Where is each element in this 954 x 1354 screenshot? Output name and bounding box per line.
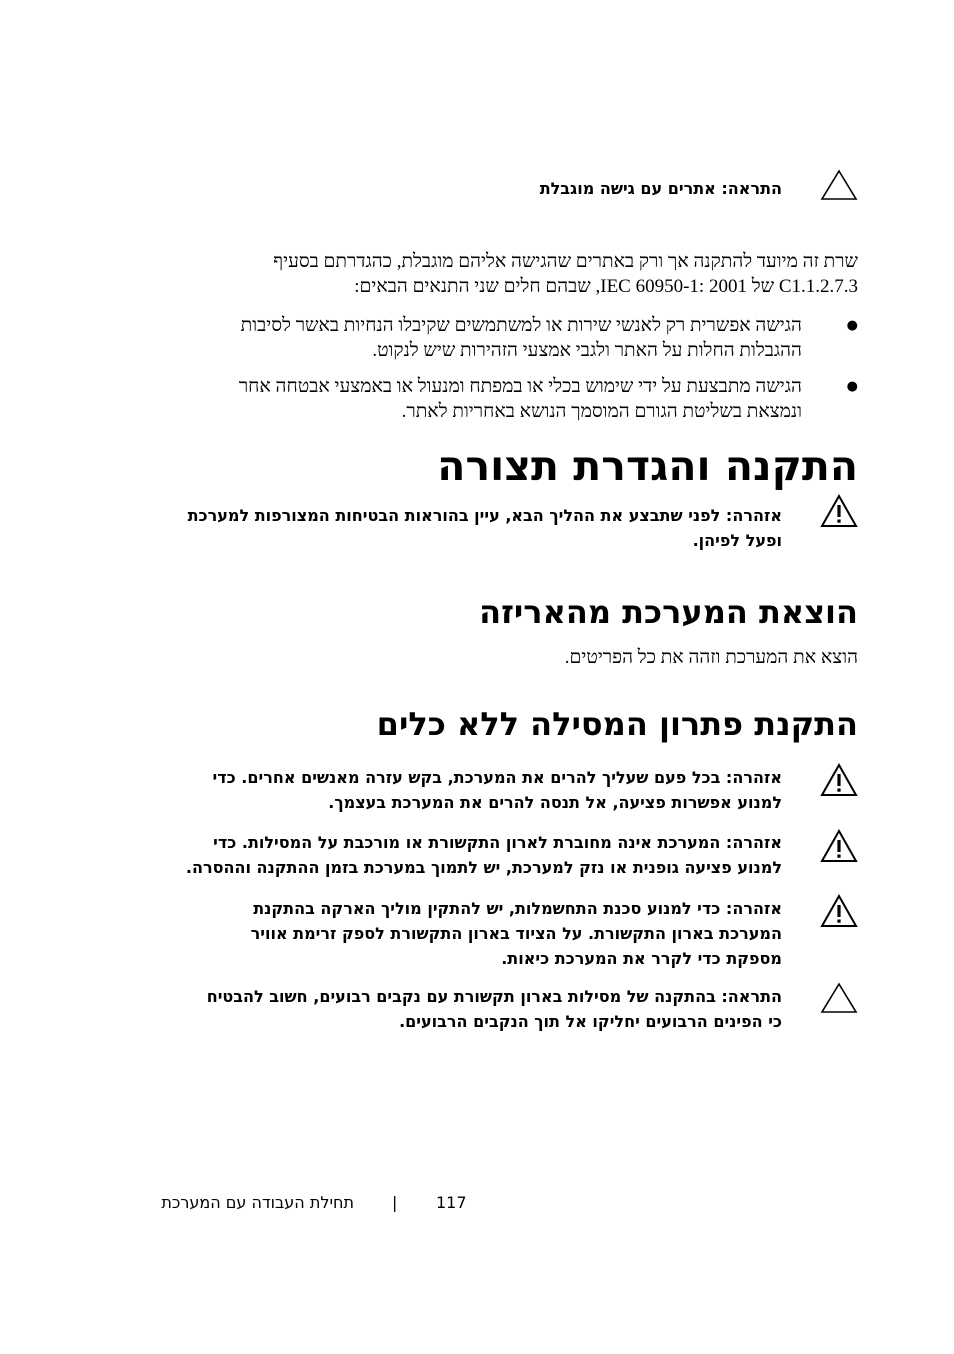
bullet-icon: ●: [846, 318, 858, 333]
warning-safety-instructions: [162, 503, 782, 553]
bullet-2-line-2: ונמצאת בשליטת הגורם המוסמך הנושא באחריות לאתר.: [401, 401, 802, 422]
warning-triangle-icon: [820, 894, 858, 928]
caution-triangle-icon: [820, 168, 858, 202]
warning-grounding-line-1: אזהרה: כדי למנוע סכנת התחשמלות, יש להתקין מוליך הארקה בהתקנת: [253, 899, 782, 918]
footer-section-title: תחילת העבודה עם המערכת: [161, 1193, 354, 1212]
footer-separator: |: [392, 1193, 398, 1212]
notice-rails-line-2: כי הפינים הרבועים יחליקו אל תוך הנקבים הרבועים.: [399, 1012, 782, 1031]
intro-line-1: שרת זה מיועד להתקנה אך ורק באתרים שהגישה אליהם מוגבלת, כהגדרתם בסעיף: [273, 251, 858, 272]
page-title: התקנה והגדרת תצורה: [437, 442, 858, 490]
warning-grounding: [202, 896, 782, 971]
warning-support-line-1: אזהרה: המערכת אינה מחוברת לארון התקשורת או מורכבת על המסילות. כדי: [213, 833, 782, 852]
bullet-icon: ●: [846, 379, 858, 394]
page-number: 117: [436, 1193, 467, 1212]
warning-grounding-line-3: מספקת כדי לקרר את המערכת כיאות.: [501, 949, 782, 968]
unpack-text: הוצא את המערכת וזהה את כל הפריטים.: [564, 647, 858, 668]
warning-triangle-icon: [820, 763, 858, 797]
list-item: [133, 313, 858, 365]
intro-paragraph: [98, 249, 858, 299]
notice-restricted-access: התראה: אתרים עם גישה מוגבלת: [539, 179, 782, 198]
intro-line-2: C1.1.2.7.3 של IEC 60950-1: 2001, שבהם חלים שני התנאים הבאים:: [354, 276, 858, 297]
bullet-1-line-1: הגישה אפשרית רק לאנשי שירות או למשתמשים שקיבלו הנחיות באשר לסיבות: [240, 315, 802, 336]
warning-lifting-line-1: אזהרה: בכל פעם שעליך להרים את המערכת, בקש עזרה מאנשים אחרים. כדי: [212, 768, 782, 787]
warning-support-line-2: למנוע פציעה גופנית או נזק למערכת, יש לתמוך במערכת בזמן ההתקנה וההסרה.: [185, 858, 782, 877]
warning-lifting-line-2: למנוע אפשרות פציעה, אל תנסה להרים את המערכת בעצמך.: [328, 793, 782, 812]
warning-support-system: [172, 830, 782, 880]
warning-lifting: [182, 765, 782, 815]
warning-main-line-1: אזהרה: לפני שתבצע את ההליך הבא, עיין בהוראות הבטיחות המצורפות למערכת: [187, 506, 782, 525]
warning-main-line-2: ופעל לפיהן.: [692, 531, 782, 550]
list-item: [133, 374, 858, 426]
caution-triangle-icon: [820, 981, 858, 1015]
bullet-1-line-2: ההגבלות החלות על האתר ולגבי אמצעי הזהירות שיש לנקוט.: [372, 340, 802, 361]
warning-triangle-icon: [820, 494, 858, 528]
bullet-2-line-1: הגישה מתבצעת על ידי שימוש בכלי או במפתח ומנעול או באמצעי אבטחה אחר: [238, 376, 802, 397]
section-heading-unpack: הוצאת המערכת מהאריזה: [479, 593, 858, 631]
warning-triangle-icon: [820, 829, 858, 863]
notice-rails-line-1: התראה: בהתקנה של מסילות בארון תקשורת עם נקבים רבועים, חשוב להבטיח: [206, 987, 782, 1006]
section-heading-rails: התקנת פתרון המסילה ללא כלים: [376, 705, 858, 743]
notice-square-holes: [172, 984, 782, 1034]
warning-grounding-line-2: המערכת בארון התקשורת. על הציוד בארון התקשורת לספק זרימת אוויר: [250, 924, 782, 943]
